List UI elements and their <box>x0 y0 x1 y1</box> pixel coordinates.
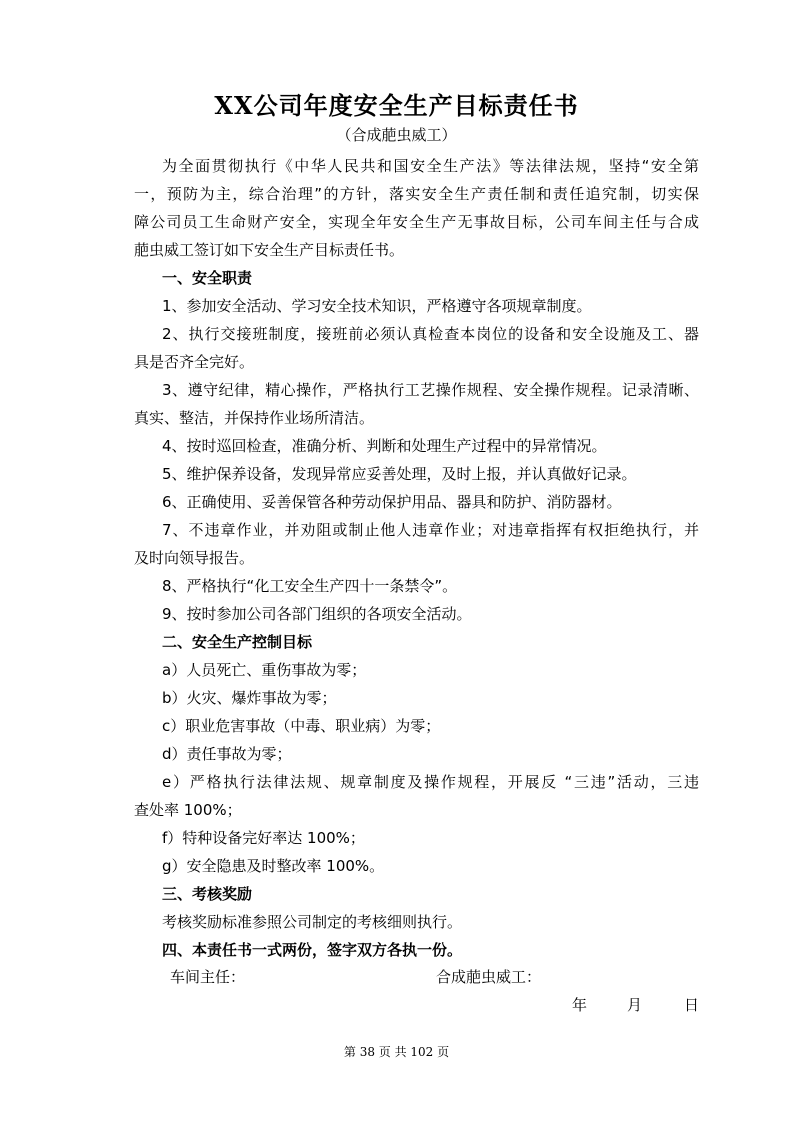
document-subtitle: （合成萉虫威工） <box>336 126 457 144</box>
intro-line: 萉虫威工签订如下安全生产目标责任书。 <box>134 241 405 259</box>
list-item: c）职业危害事故（中毒、职业病）为零； <box>162 717 441 735</box>
list-item: 考核奖励标准参照公司制定的考核细则执行。 <box>162 913 463 931</box>
section-heading: 四、本责任书一式两份，签字双方各执一份。 <box>162 941 463 959</box>
list-item: 及时向领导报告。 <box>134 549 255 567</box>
list-item: f）特种设备完好率达 100%； <box>162 829 365 847</box>
list-item: g）安全隐患及时整改率 100%。 <box>162 857 385 875</box>
section-heading: 一、安全职责 <box>162 269 253 287</box>
date-day: 日 <box>684 996 700 1014</box>
document-title: XX公司年度安全生产目标责任书 <box>214 91 579 120</box>
date-month: 月 <box>627 996 643 1014</box>
intro-line: 一，预防为主，综合治理”的方针，落实安全生产责任制和责任追究制，切实保 <box>134 185 699 203</box>
list-item: d）责任事故为零； <box>162 745 292 763</box>
list-item: 4、按时巡回检查，准确分析、判断和处理生产过程中的异常情况。 <box>162 437 607 455</box>
page-footer: 第 38 页 共 102 页 <box>343 1045 450 1059</box>
list-item: 8、严格执行“化工安全生产四十一条禁令”。 <box>162 577 458 595</box>
list-item: 查处率 100%； <box>134 801 242 819</box>
list-item: 1、参加安全活动、学习安全技术知识，严格遵守各项规章制度。 <box>162 297 592 315</box>
list-item: 真实、整洁，并保持作业场所清洁。 <box>134 409 375 427</box>
list-item: 7、不违章作业，并劝阻或制止他人违章作业；对违章指挥有权拒绝执行，并 <box>162 521 699 539</box>
list-item: 6、正确使用、妥善保管各种劳动保护用品、器具和防护、消防器材。 <box>162 493 622 511</box>
list-item: b）火灾、爆炸事故为零； <box>162 689 337 707</box>
signature-workshop-director: 车间主任： <box>170 968 246 986</box>
list-item: a）人员死亡、重伤事故为零； <box>162 661 367 679</box>
list-item: e）严格执行法律法规、规章制度及操作规程，开展反 “三违”活动，三违 <box>162 773 699 791</box>
list-item: 3、遵守纪律，精心操作，严格执行工艺操作规程、安全操作规程。记录清晰、 <box>162 381 699 399</box>
list-item: 2、执行交接班制度，接班前必须认真检查本岗位的设备和安全设施及工、器 <box>162 325 699 343</box>
list-item: 具是否齐全完好。 <box>134 353 255 371</box>
date-year: 年 <box>572 996 588 1014</box>
signature-worker: 合成萉虫威工： <box>436 968 542 986</box>
list-item: 9、按时参加公司各部门组织的各项安全活动。 <box>162 605 472 623</box>
section-heading: 三、考核奖励 <box>162 885 253 903</box>
list-item: 5、维护保养设备，发现异常应妥善处理，及时上报，并认真做好记录。 <box>162 465 637 483</box>
intro-line: 障公司员工生命财产安全，实现全年安全生产无事故目标，公司车间主任与合成 <box>134 213 699 231</box>
intro-line: 为全面贯彻执行《中华人民共和国安全生产法》等法律法规，坚持“安全第 <box>162 157 699 175</box>
section-heading: 二、安全生产控制目标 <box>162 633 313 651</box>
